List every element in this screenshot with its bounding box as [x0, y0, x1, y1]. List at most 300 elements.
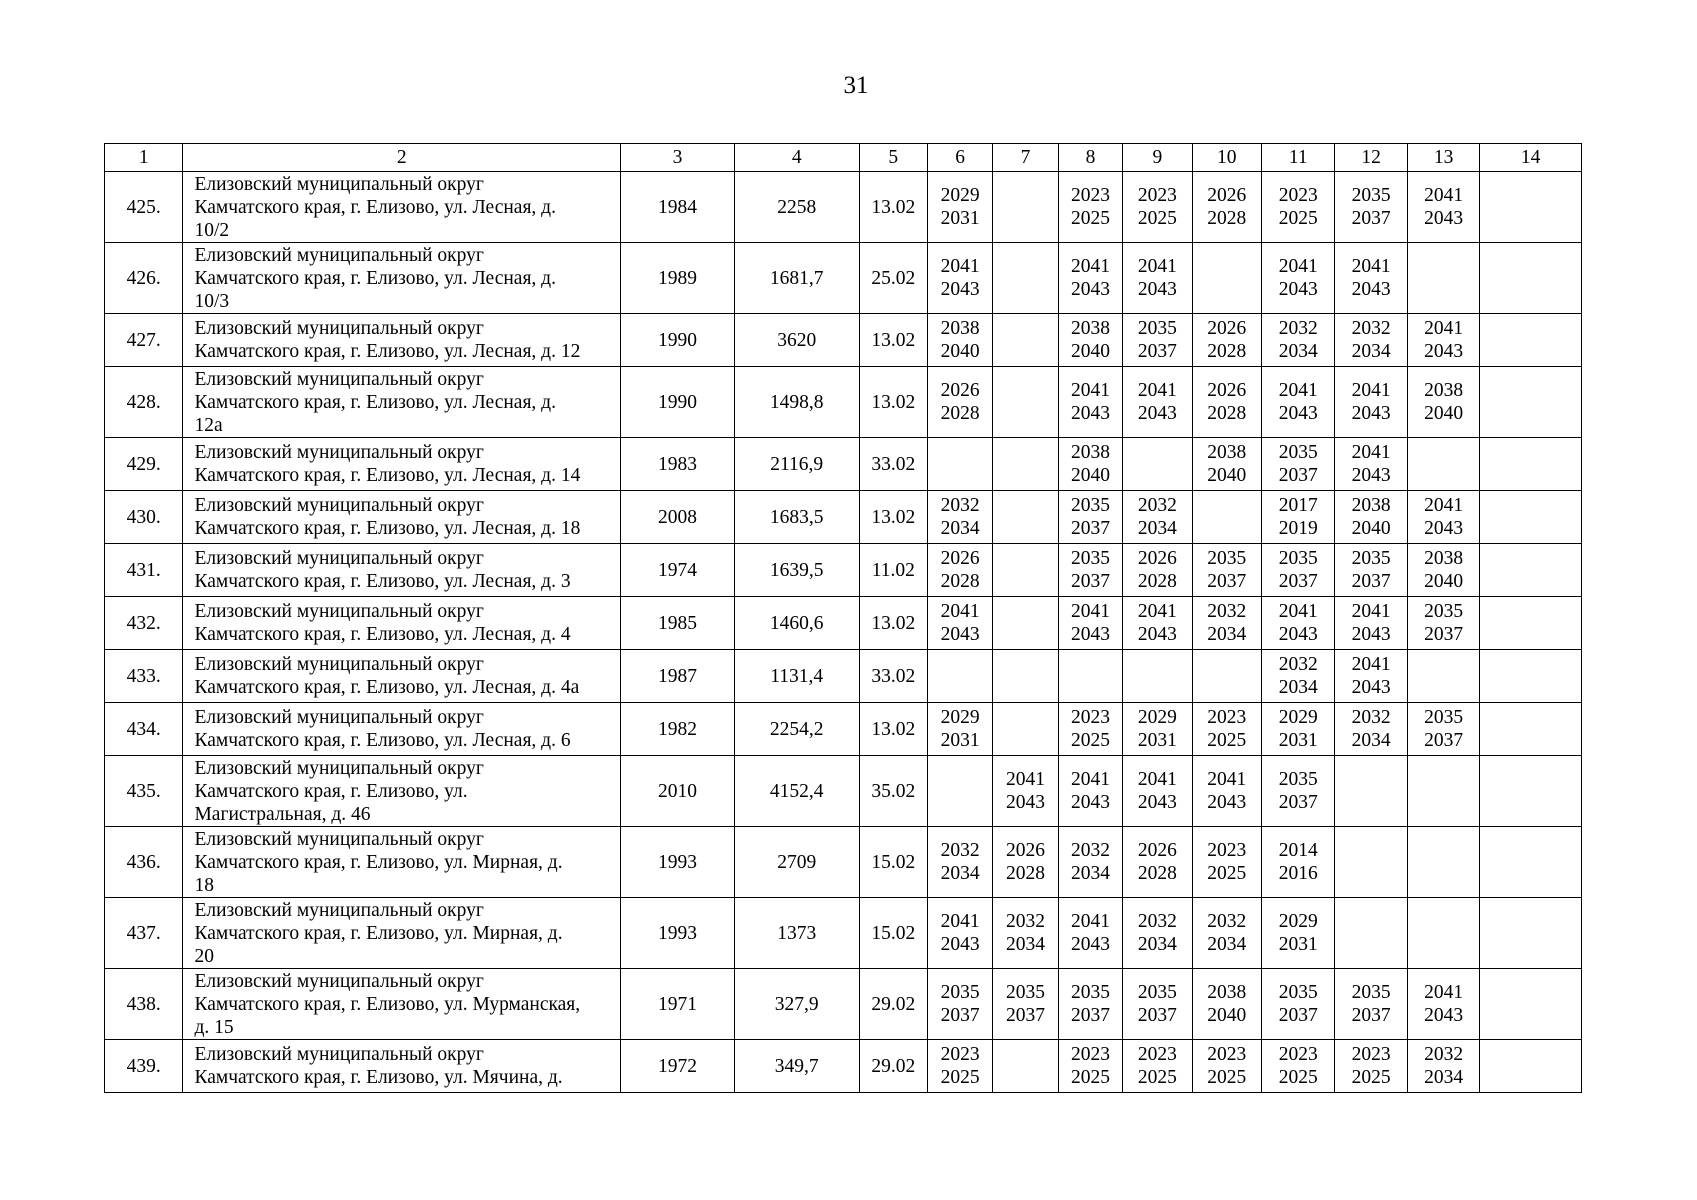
period-end-year: 2034 [940, 518, 980, 539]
period-start-year: 2038 [940, 318, 980, 339]
year-cell: 1993 [621, 898, 735, 969]
period-cell-col-14 [1480, 756, 1582, 827]
period-cell-col-7 [993, 969, 1058, 1040]
year-cell: 2008 [621, 491, 735, 544]
period-start-year: 2035 [1006, 982, 1046, 1003]
period-start-year: 2032 [1137, 495, 1177, 516]
address-line: Камчатского края, г. Елизово, ул. Лесная, д. 6 [194, 730, 571, 751]
period-cell-col-11 [1261, 544, 1334, 597]
row-number-cell: 428. [105, 367, 183, 438]
period-start-year: 2035 [1278, 548, 1318, 569]
address-cell [183, 243, 621, 314]
address-line: Елизовский муниципальный округ [194, 173, 484, 195]
period-start-year: 2035 [1424, 601, 1464, 622]
period-end-year: 2031 [1278, 934, 1318, 955]
period-end-year: 2043 [1351, 677, 1391, 698]
period-start-year: 2041 [1070, 256, 1110, 277]
area-cell: 1373 [734, 898, 859, 969]
code-cell: 29.02 [859, 969, 927, 1040]
period-cell-col-10 [1192, 756, 1261, 827]
period-cell-col-14 [1480, 314, 1582, 367]
period-start-year: 2041 [940, 911, 980, 932]
address-line: 10/2 [194, 219, 230, 241]
period-cell-col-13 [1407, 438, 1479, 491]
address-line: д. 15 [194, 1016, 234, 1038]
period-cell-col-13 [1407, 1040, 1479, 1093]
period-cell-col-10 [1192, 969, 1261, 1040]
row-number-cell: 430. [105, 491, 183, 544]
period-end-year: 2025 [1351, 1067, 1391, 1088]
table-row [105, 650, 1582, 703]
period-start-year: 2023 [1207, 1044, 1247, 1065]
period-cell-col-14 [1480, 898, 1582, 969]
period-end-year: 2043 [1351, 465, 1391, 486]
period-cell-col-10 [1192, 898, 1261, 969]
period-end-year: 2037 [1278, 465, 1318, 486]
period-cell-col-6 [927, 1040, 992, 1093]
address-line: Елизовский муниципальный округ [194, 828, 484, 850]
period-end-year: 2040 [1424, 571, 1464, 592]
row-number-cell: 436. [105, 827, 183, 898]
period-cell-col-8 [1058, 544, 1122, 597]
period-cell-col-10 [1192, 597, 1261, 650]
period-cell-col-9 [1123, 756, 1192, 827]
code-cell: 33.02 [859, 438, 927, 491]
period-end-year: 2028 [940, 571, 980, 592]
period-end-year: 2034 [1207, 934, 1247, 955]
period-start-year: 2023 [1137, 1044, 1177, 1065]
period-cell-col-10 [1192, 172, 1261, 243]
period-cell-col-7 [993, 544, 1058, 597]
period-end-year: 2040 [1351, 518, 1391, 539]
code-cell: 25.02 [859, 243, 927, 314]
period-cell-col-6 [927, 597, 992, 650]
period-cell-col-11 [1261, 243, 1334, 314]
period-cell-col-12 [1335, 1040, 1407, 1093]
address-cell [183, 650, 621, 703]
period-end-year: 2025 [940, 1067, 980, 1088]
period-end-year: 2043 [1070, 934, 1110, 955]
code-cell: 29.02 [859, 1040, 927, 1093]
year-cell: 1972 [621, 1040, 735, 1093]
area-cell: 1498,8 [734, 367, 859, 438]
period-start-year: 2014 [1278, 840, 1318, 861]
period-cell-col-10 [1192, 438, 1261, 491]
period-start-year: 2035 [1351, 548, 1391, 569]
address-cell [183, 969, 621, 1040]
row-number-cell: 431. [105, 544, 183, 597]
period-cell-col-8 [1058, 969, 1122, 1040]
period-end-year: 2037 [1137, 1005, 1177, 1026]
code-cell: 15.02 [859, 898, 927, 969]
address-cell [183, 597, 621, 650]
period-cell-col-6 [927, 491, 992, 544]
column-header-7: 7 [993, 144, 1058, 172]
period-end-year: 2031 [940, 730, 980, 751]
period-end-year: 2034 [1207, 624, 1247, 645]
address-line: Камчатского края, г. Елизово, ул. Лесная, д. 4а [194, 677, 580, 698]
period-end-year: 2031 [940, 208, 980, 229]
period-cell-col-6 [927, 827, 992, 898]
period-end-year: 2025 [1278, 208, 1318, 229]
period-cell-col-10 [1192, 544, 1261, 597]
year-cell: 1982 [621, 703, 735, 756]
address-line: Камчатского края, г. Елизово, ул. Лесная, д. 18 [194, 518, 581, 539]
period-cell-col-14 [1480, 438, 1582, 491]
year-cell: 1987 [621, 650, 735, 703]
area-cell: 4152,4 [734, 756, 859, 827]
code-cell: 11.02 [859, 544, 927, 597]
period-end-year: 2034 [1278, 341, 1318, 362]
address-line: Камчатского края, г. Елизово, ул. Лесная, д. 12 [194, 341, 581, 362]
period-start-year: 2032 [1278, 318, 1318, 339]
period-cell-col-9 [1123, 827, 1192, 898]
period-end-year: 2043 [1137, 403, 1177, 424]
period-cell-col-6 [927, 703, 992, 756]
period-cell-col-12 [1335, 491, 1407, 544]
period-cell-col-11 [1261, 898, 1334, 969]
period-end-year: 2037 [940, 1005, 980, 1026]
period-cell-col-7 [993, 367, 1058, 438]
row-number-cell: 432. [105, 597, 183, 650]
area-cell: 1681,7 [734, 243, 859, 314]
address-cell [183, 544, 621, 597]
period-end-year: 2043 [1424, 341, 1464, 362]
period-cell-col-12 [1335, 438, 1407, 491]
period-start-year: 2041 [1351, 256, 1391, 277]
address-line: Елизовский муниципальный округ [194, 757, 484, 779]
table-row [105, 756, 1582, 827]
address-line: Елизовский муниципальный округ [194, 1044, 484, 1065]
period-end-year: 2043 [1424, 518, 1464, 539]
address-line: Елизовский муниципальный округ [194, 368, 484, 390]
address-line: Камчатского края, г. Елизово, ул. Мячина, д. [194, 1067, 563, 1088]
address-line: 12а [194, 414, 223, 436]
table-row [105, 243, 1582, 314]
period-start-year: 2035 [1070, 982, 1110, 1003]
period-start-year: 2041 [1070, 769, 1110, 790]
period-start-year: 2023 [1070, 1044, 1110, 1065]
period-start-year: 2041 [1070, 601, 1110, 622]
period-cell-col-13 [1407, 544, 1479, 597]
period-cell-col-6 [927, 756, 992, 827]
period-cell-col-12 [1335, 172, 1407, 243]
period-end-year: 2043 [940, 279, 980, 300]
period-end-year: 2034 [1137, 518, 1177, 539]
period-end-year: 2043 [1006, 792, 1046, 813]
period-cell-col-8 [1058, 827, 1122, 898]
code-cell: 13.02 [859, 703, 927, 756]
period-end-year: 2043 [1207, 792, 1247, 813]
address-line: Камчатского края, г. Елизово, ул. Лесная, д. 3 [194, 571, 571, 592]
period-start-year: 2032 [1207, 601, 1247, 622]
period-end-year: 2040 [1070, 341, 1110, 362]
period-start-year: 2023 [1207, 707, 1247, 728]
row-number-cell: 435. [105, 756, 183, 827]
period-start-year: 2032 [1351, 707, 1391, 728]
period-end-year: 2034 [1278, 677, 1318, 698]
address-line: Камчатского края, г. Елизово, ул. Лесная, д. [194, 391, 556, 413]
period-cell-col-14 [1480, 491, 1582, 544]
table-row [105, 969, 1582, 1040]
period-cell-col-14 [1480, 243, 1582, 314]
period-start-year: 2041 [1424, 982, 1464, 1003]
period-start-year: 2023 [1278, 1044, 1318, 1065]
period-start-year: 2026 [1137, 548, 1177, 569]
period-start-year: 2035 [1278, 982, 1318, 1003]
period-end-year: 2037 [1351, 208, 1391, 229]
period-end-year: 2040 [1207, 1005, 1247, 1026]
period-cell-col-8 [1058, 898, 1122, 969]
period-cell-col-8 [1058, 1040, 1122, 1093]
column-header-13: 13 [1407, 144, 1479, 172]
period-cell-col-8 [1058, 597, 1122, 650]
period-start-year: 2026 [1207, 318, 1247, 339]
year-cell: 1989 [621, 243, 735, 314]
address-cell [183, 438, 621, 491]
period-cell-col-10 [1192, 243, 1261, 314]
period-start-year: 2041 [1137, 769, 1177, 790]
period-start-year: 2041 [1278, 380, 1318, 401]
period-cell-col-12 [1335, 827, 1407, 898]
period-start-year: 2029 [1278, 911, 1318, 932]
period-end-year: 2043 [1351, 403, 1391, 424]
period-start-year: 2038 [1207, 442, 1247, 463]
year-cell: 1990 [621, 314, 735, 367]
period-cell-col-14 [1480, 172, 1582, 243]
period-end-year: 2043 [1070, 624, 1110, 645]
address-cell [183, 703, 621, 756]
period-end-year: 2028 [1207, 208, 1247, 229]
table-row [105, 544, 1582, 597]
period-cell-col-7 [993, 597, 1058, 650]
address-cell [183, 898, 621, 969]
period-end-year: 2043 [940, 934, 980, 955]
address-line: 20 [194, 945, 214, 967]
period-cell-col-12 [1335, 898, 1407, 969]
code-cell: 13.02 [859, 491, 927, 544]
period-cell-col-14 [1480, 544, 1582, 597]
period-end-year: 2034 [1070, 863, 1110, 884]
period-cell-col-9 [1123, 969, 1192, 1040]
period-start-year: 2032 [1207, 911, 1247, 932]
period-cell-col-6 [927, 650, 992, 703]
address-line: Елизовский муниципальный округ [194, 244, 484, 266]
period-start-year: 2041 [1137, 601, 1177, 622]
period-end-year: 2025 [1278, 1067, 1318, 1088]
period-cell-col-9 [1123, 650, 1192, 703]
address-cell [183, 1040, 621, 1093]
period-cell-col-7 [993, 438, 1058, 491]
period-start-year: 2032 [940, 495, 980, 516]
period-cell-col-11 [1261, 703, 1334, 756]
address-line: Камчатского края, г. Елизово, ул. Мирная, д. [194, 922, 563, 944]
period-cell-col-14 [1480, 1040, 1582, 1093]
period-cell-col-6 [927, 544, 992, 597]
period-cell-col-6 [927, 969, 992, 1040]
period-start-year: 2017 [1278, 495, 1318, 516]
registry-table [104, 143, 1582, 1093]
row-number-cell: 427. [105, 314, 183, 367]
table-row [105, 367, 1582, 438]
area-cell: 3620 [734, 314, 859, 367]
address-cell [183, 491, 621, 544]
period-start-year: 2026 [1207, 185, 1247, 206]
period-cell-col-14 [1480, 827, 1582, 898]
period-cell-col-13 [1407, 491, 1479, 544]
period-end-year: 2043 [1351, 279, 1391, 300]
period-cell-col-7 [993, 703, 1058, 756]
period-cell-col-13 [1407, 172, 1479, 243]
address-line: Елизовский муниципальный округ [194, 495, 484, 516]
address-line: Елизовский муниципальный округ [194, 442, 484, 463]
address-line: Елизовский муниципальный округ [194, 548, 484, 569]
period-end-year: 2028 [1006, 863, 1046, 884]
period-cell-col-14 [1480, 969, 1582, 1040]
period-start-year: 2038 [1424, 380, 1464, 401]
column-header-2: 2 [183, 144, 621, 172]
code-cell: 33.02 [859, 650, 927, 703]
period-start-year: 2035 [1070, 548, 1110, 569]
period-cell-col-8 [1058, 650, 1122, 703]
period-end-year: 2043 [1424, 1005, 1464, 1026]
period-end-year: 2040 [1207, 465, 1247, 486]
table-row [105, 491, 1582, 544]
period-cell-col-12 [1335, 314, 1407, 367]
period-start-year: 2026 [1207, 380, 1247, 401]
period-cell-col-8 [1058, 756, 1122, 827]
period-cell-col-9 [1123, 172, 1192, 243]
period-start-year: 2041 [1137, 380, 1177, 401]
period-cell-col-11 [1261, 367, 1334, 438]
period-end-year: 2019 [1278, 518, 1318, 539]
period-start-year: 2035 [1137, 318, 1177, 339]
period-start-year: 2032 [940, 840, 980, 861]
period-cell-col-9 [1123, 544, 1192, 597]
address-line: Елизовский муниципальный округ [194, 318, 484, 339]
area-cell: 327,9 [734, 969, 859, 1040]
period-end-year: 2028 [1137, 571, 1177, 592]
period-start-year: 2041 [1006, 769, 1046, 790]
table-row [105, 314, 1582, 367]
address-line: Камчатского края, г. Елизово, ул. Мурманская, [194, 993, 581, 1015]
period-end-year: 2025 [1207, 1067, 1247, 1088]
period-start-year: 2035 [1278, 769, 1318, 790]
period-cell-col-7 [993, 172, 1058, 243]
period-end-year: 2040 [1424, 403, 1464, 424]
period-start-year: 2041 [1351, 380, 1391, 401]
period-cell-col-11 [1261, 491, 1334, 544]
period-cell-col-12 [1335, 756, 1407, 827]
period-end-year: 2034 [1351, 341, 1391, 362]
period-cell-col-14 [1480, 703, 1582, 756]
period-end-year: 2031 [1278, 730, 1318, 751]
period-end-year: 2025 [1207, 863, 1247, 884]
area-cell: 2116,9 [734, 438, 859, 491]
period-cell-col-13 [1407, 243, 1479, 314]
period-end-year: 2025 [1070, 1067, 1110, 1088]
period-cell-col-13 [1407, 367, 1479, 438]
period-start-year: 2035 [1351, 185, 1391, 206]
period-cell-col-13 [1407, 969, 1479, 1040]
period-cell-col-6 [927, 438, 992, 491]
period-start-year: 2041 [1070, 911, 1110, 932]
table-row [105, 172, 1582, 243]
period-cell-col-11 [1261, 827, 1334, 898]
period-start-year: 2038 [1424, 548, 1464, 569]
period-end-year: 2043 [1137, 792, 1177, 813]
year-cell: 2010 [621, 756, 735, 827]
period-start-year: 2038 [1070, 318, 1110, 339]
period-start-year: 2041 [940, 256, 980, 277]
period-end-year: 2028 [1207, 341, 1247, 362]
period-cell-col-9 [1123, 1040, 1192, 1093]
period-end-year: 2043 [1278, 624, 1318, 645]
period-start-year: 2041 [940, 601, 980, 622]
period-end-year: 2034 [1351, 730, 1391, 751]
page-number: 31 [843, 72, 869, 99]
period-end-year: 2028 [1207, 403, 1247, 424]
period-start-year: 2029 [1278, 707, 1318, 728]
period-start-year: 2041 [1070, 380, 1110, 401]
period-cell-col-7 [993, 756, 1058, 827]
period-start-year: 2023 [1278, 185, 1318, 206]
period-cell-col-14 [1480, 650, 1582, 703]
period-start-year: 2029 [940, 707, 980, 728]
period-cell-col-6 [927, 367, 992, 438]
period-end-year: 2040 [940, 341, 980, 362]
period-end-year: 2043 [1070, 792, 1110, 813]
period-start-year: 2041 [1424, 318, 1464, 339]
period-cell-col-13 [1407, 314, 1479, 367]
period-end-year: 2043 [1278, 403, 1318, 424]
column-header-6: 6 [927, 144, 992, 172]
header-row [105, 144, 1582, 172]
period-end-year: 2016 [1278, 863, 1318, 884]
period-end-year: 2025 [1137, 1067, 1177, 1088]
period-cell-col-11 [1261, 650, 1334, 703]
period-start-year: 2035 [1351, 982, 1391, 1003]
area-cell: 2709 [734, 827, 859, 898]
column-header-1: 1 [105, 144, 183, 172]
period-end-year: 2037 [1278, 571, 1318, 592]
period-cell-col-6 [927, 314, 992, 367]
period-cell-col-9 [1123, 243, 1192, 314]
period-start-year: 2032 [1424, 1044, 1464, 1065]
period-cell-col-12 [1335, 597, 1407, 650]
period-end-year: 2028 [1137, 863, 1177, 884]
period-start-year: 2035 [1207, 548, 1247, 569]
period-cell-col-7 [993, 243, 1058, 314]
period-cell-col-7 [993, 1040, 1058, 1093]
year-cell: 1974 [621, 544, 735, 597]
period-end-year: 2034 [940, 863, 980, 884]
period-cell-col-6 [927, 243, 992, 314]
period-cell-col-11 [1261, 314, 1334, 367]
table-row [105, 438, 1582, 491]
period-end-year: 2025 [1070, 730, 1110, 751]
period-end-year: 2043 [1278, 279, 1318, 300]
period-end-year: 2043 [1424, 208, 1464, 229]
year-cell: 1993 [621, 827, 735, 898]
period-start-year: 2041 [1278, 256, 1318, 277]
period-cell-col-12 [1335, 243, 1407, 314]
address-cell [183, 756, 621, 827]
area-cell: 2254,2 [734, 703, 859, 756]
address-cell [183, 172, 621, 243]
period-cell-col-13 [1407, 898, 1479, 969]
year-cell: 1971 [621, 969, 735, 1040]
